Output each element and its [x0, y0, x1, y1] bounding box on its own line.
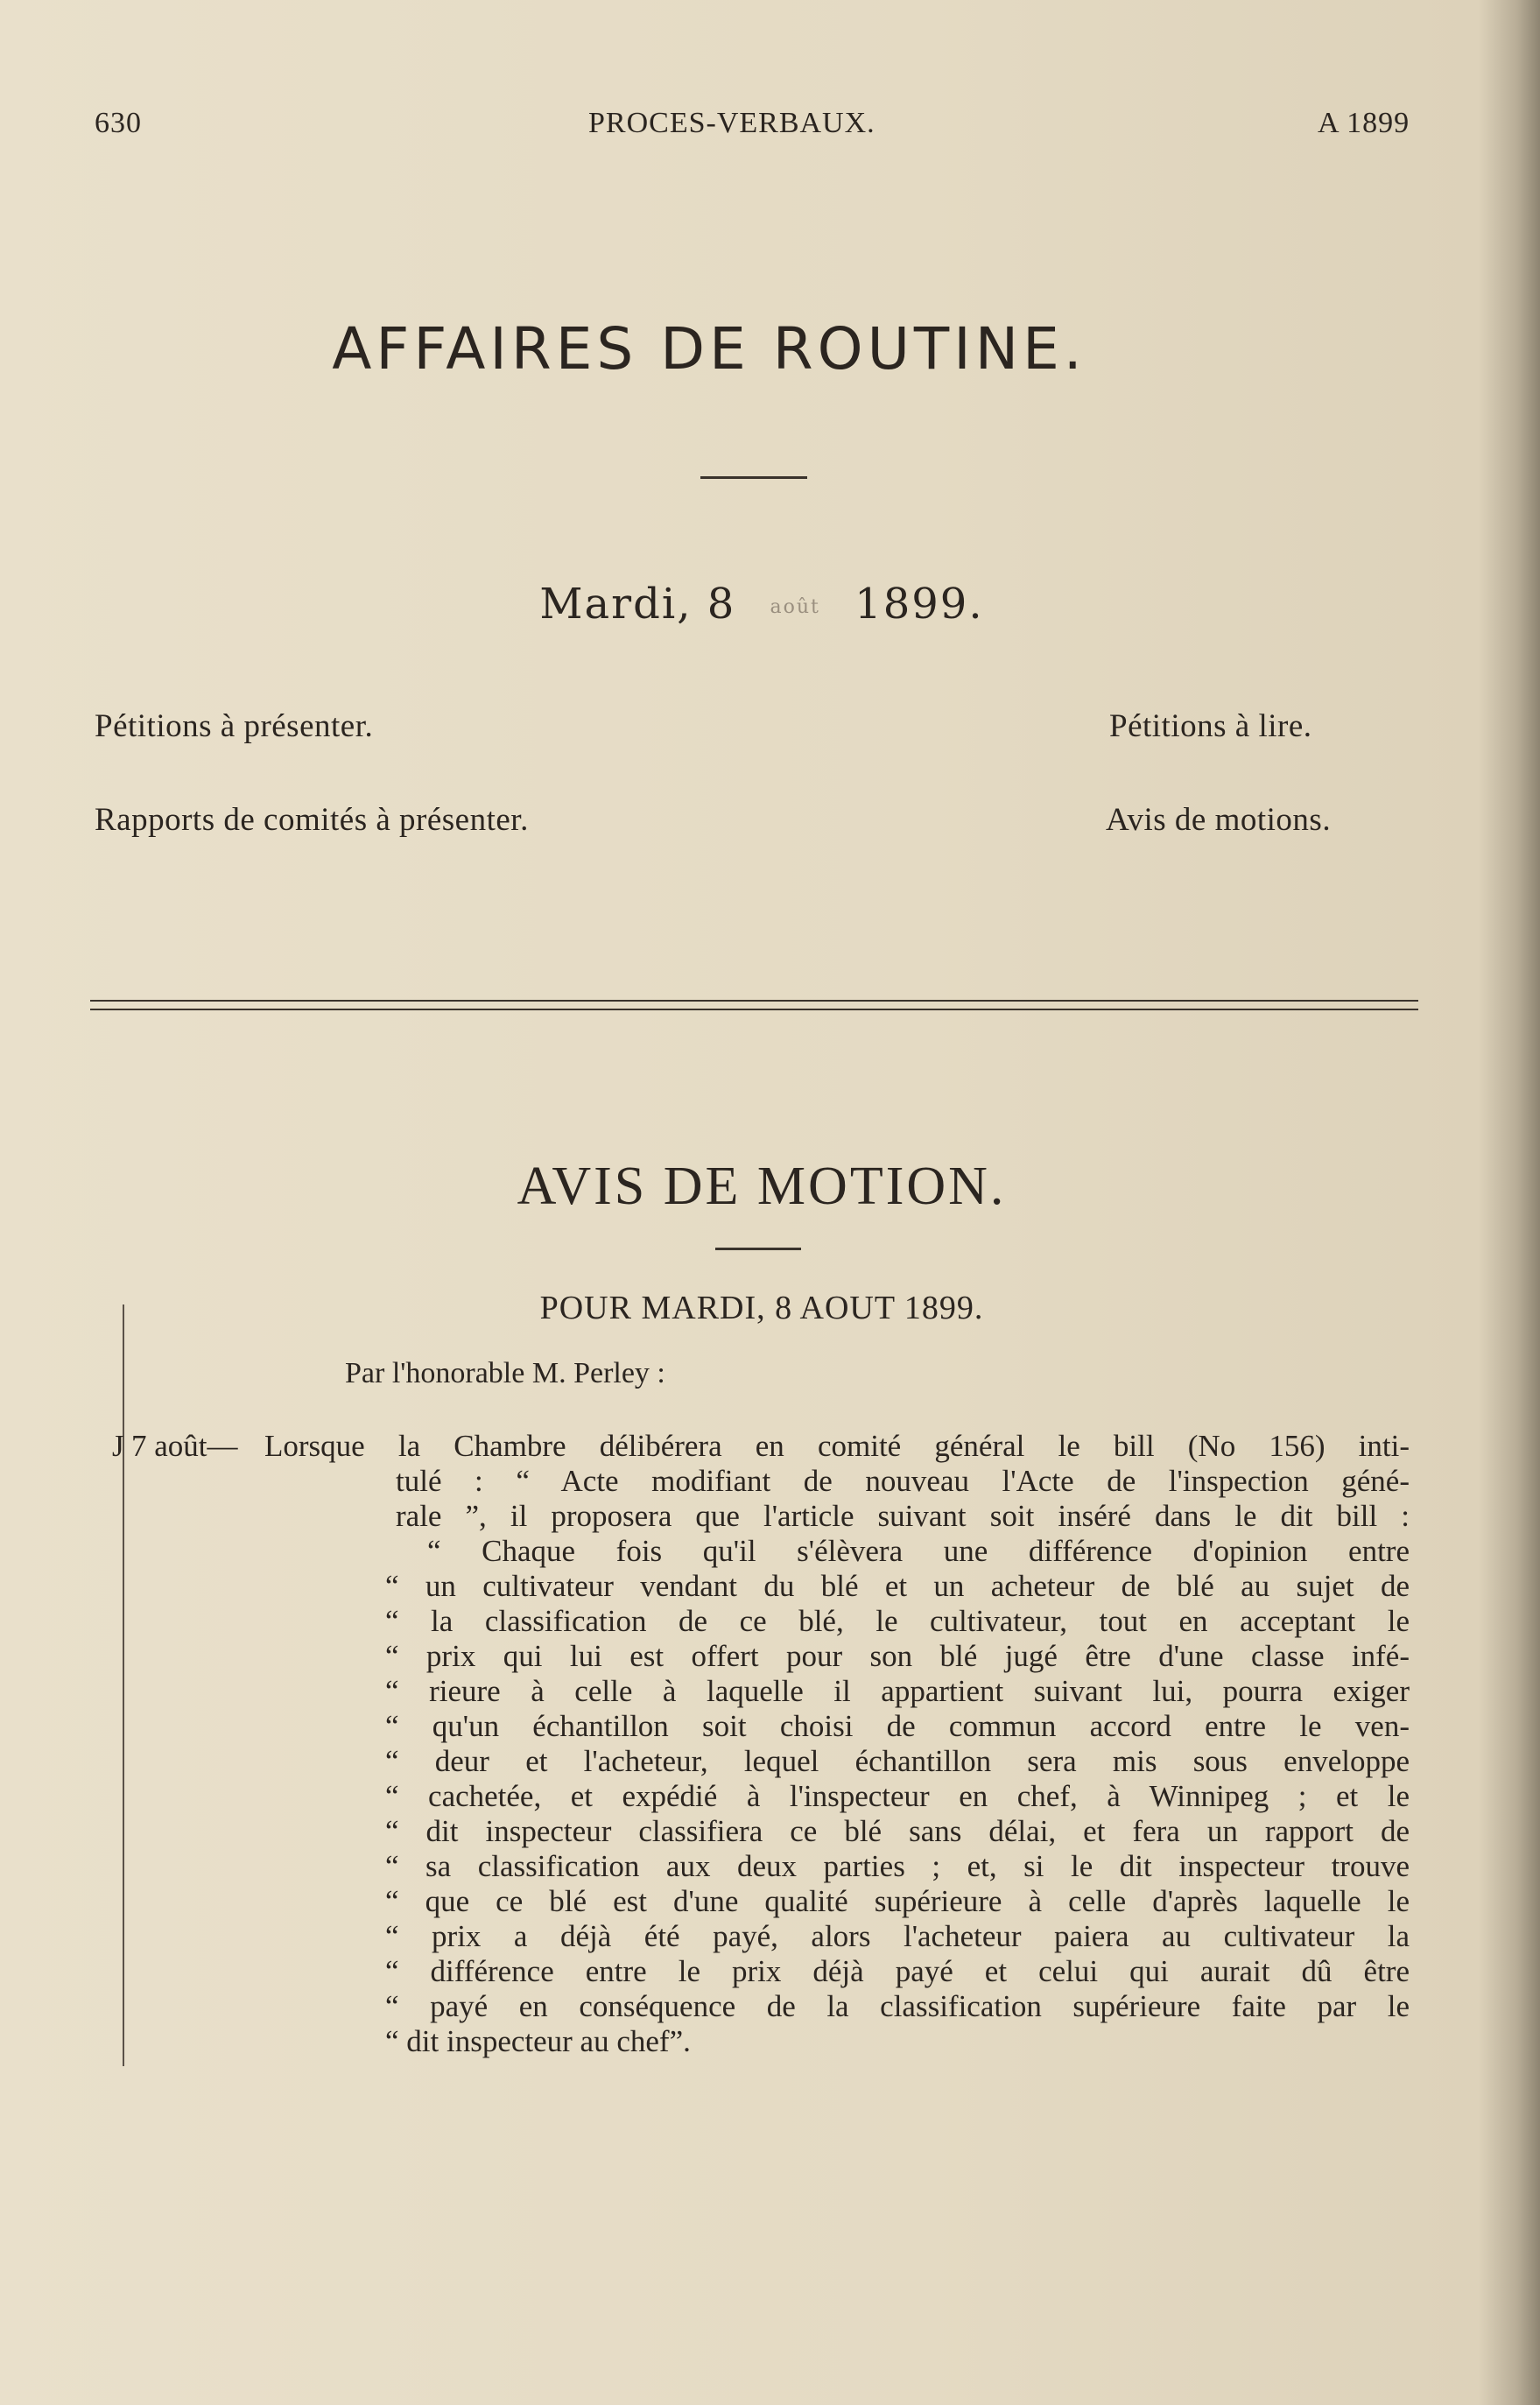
motion-line: rale ”, il proposera que l'article suivant soit inséré dans le dit bill :: [396, 1499, 1410, 1533]
motion-date: 7 août—: [131, 1429, 238, 1463]
margin-line: [123, 1304, 124, 2066]
motion-line: “ dit inspecteur classifiera ce blé sans délai, et fera un rapport de: [385, 1814, 1410, 1848]
title-rule: [700, 476, 807, 479]
motion-line: “ différence entre le prix déjà payé et celui qui aurait dû être: [385, 1954, 1410, 1988]
motion-line: “ deur et l'acheteur, lequel échantillon sera mis sous enveloppe: [385, 1744, 1410, 1778]
routine-item-avis-motions: Avis de motions.: [1106, 802, 1332, 838]
motion-line: “ prix qui lui est offert pour son blé jugé être d'une classe infé-: [385, 1639, 1410, 1673]
date-month: août: [770, 596, 820, 618]
double-rule-bottom: [90, 1009, 1418, 1010]
motion-mover: Par l'honorable M. Perley :: [345, 1357, 665, 1389]
motion-line: “ Chaque fois qu'il s'élèvera une différence d'opinion entre: [427, 1534, 1410, 1568]
motion-title: AVIS DE MOTION.: [517, 1157, 1007, 1216]
routine-item-petitions-presenter: Pétitions à présenter.: [95, 708, 374, 744]
motion-line: “ payé en conséquence de la classification supérieure faite par le: [385, 1989, 1410, 2023]
double-rule-top: [90, 1000, 1418, 1002]
routine-item-rapports-comites: Rapports de comités à présenter.: [95, 802, 529, 838]
routine-item-petitions-lire: Pétitions à lire.: [1109, 708, 1312, 744]
motion-line: “ cachetée, et expédié à l'inspecteur en chef, à Winnipeg ; et le: [385, 1779, 1410, 1813]
motion-title-rule: [715, 1248, 801, 1250]
motion-line: “ que ce blé est d'une qualité supérieure à celle d'après laquelle le: [385, 1884, 1410, 1918]
motion-line: “ la classification de ce blé, le cultivateur, tout en acceptant le: [385, 1604, 1410, 1638]
motion-line: “ qu'un échantillon soit choisi de commun accord entre le ven-: [385, 1709, 1410, 1743]
header-year: A 1899: [1318, 107, 1410, 139]
routine-date: [0, 580, 1523, 629]
motion-line: “ dit inspecteur au chef”.: [385, 2024, 691, 2058]
motion-line: “ rieure à celle à laquelle il appartient suivant lui, pourra exiger: [385, 1674, 1410, 1708]
margin-mark: J: [112, 1429, 124, 1463]
motion-line: tulé : “ Acte modifiant de nouveau l'Acte de l'inspection géné-: [396, 1464, 1410, 1498]
running-title: PROCES-VERBAUX.: [588, 107, 875, 139]
page-number: 630: [95, 107, 142, 139]
motion-line: “ prix a déjà été payé, alors l'acheteur paiera au cultivateur la: [385, 1919, 1410, 1953]
routine-title: AFFAIRES DE ROUTINE.: [332, 315, 1086, 383]
motion-line: “ sa classification aux deux parties ; et, si le dit inspecteur trouve: [385, 1849, 1410, 1883]
date-year: 1899.: [854, 580, 984, 629]
motion-line: Lorsque la Chambre délibérera en comité général le bill (No 156) inti-: [264, 1429, 1410, 1463]
motion-line: “ un cultivateur vendant du blé et un acheteur de blé au sujet de: [385, 1569, 1410, 1603]
date-day: Mardi, 8: [539, 580, 736, 629]
motion-subtitle: POUR MARDI, 8 AOUT 1899.: [539, 1290, 984, 1326]
